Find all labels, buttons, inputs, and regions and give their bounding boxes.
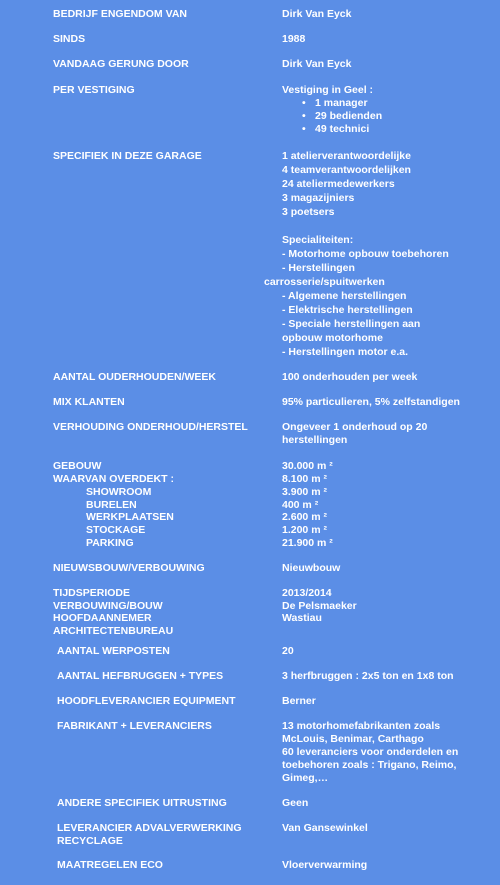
- value-gebouw: 30.000 m ²: [282, 460, 333, 472]
- label-hoofdaannemer: HOOFDAANNEMER: [53, 612, 152, 624]
- bullet-icon: •: [302, 97, 306, 109]
- value-stockage: 1.200 m ²: [282, 524, 327, 536]
- label-uitrusting: ANDERE SPECIFIEK UITRUSTING: [57, 797, 227, 809]
- value-fabrikant-line: 13 motorhomefabrikanten zoals: [282, 720, 441, 732]
- staff-line: 3 magazijniers: [282, 192, 355, 204]
- value-nieuwsbouw: Nieuwbouw: [282, 562, 341, 574]
- specialties-title: Specialiteiten:: [282, 234, 354, 246]
- staff-line: 24 ateliermedewerkers: [282, 178, 395, 190]
- label-afval-line: RECYCLAGE: [57, 835, 123, 847]
- value-mix: 95% particulieren, 5% zelfstandigen: [282, 396, 460, 408]
- label-specifiek: SPECIFIEK IN DEZE GARAGE: [53, 150, 202, 162]
- value-showroom: 3.900 m ²: [282, 486, 327, 498]
- label-gebouw: GEBOUW: [53, 460, 102, 472]
- value-vestiging: Vestiging in Geel :: [282, 84, 374, 96]
- value-hefbruggen: 3 herfbruggen : 2x5 ton en 1x8 ton: [282, 670, 454, 682]
- value-equipment: Berner: [282, 695, 316, 707]
- specialty-line: - Herstellingen motor e.a.: [282, 346, 409, 358]
- label-werkposten: AANTAL WERPOSTEN: [57, 645, 170, 657]
- specialty-line: - Algemene herstellingen: [282, 290, 407, 302]
- label-werkplaatsen: WERKPLAATSEN: [86, 511, 174, 523]
- label-nieuwsbouw: NIEUWSBOUW/VERBOUWING: [53, 562, 205, 574]
- label-overdekt: WAARVAN OVERDEKT :: [53, 473, 174, 485]
- value-fabrikant-line: Gimeg,…: [282, 772, 329, 784]
- specialty-line: - Speciale herstellingen aan: [282, 318, 421, 330]
- label-burelen: BURELEN: [86, 499, 137, 511]
- label-bedrijf: BEDRIJF ENGENDOM VAN: [53, 8, 187, 20]
- value-fabrikant-line: 60 leveranciers voor onderdelen en: [282, 746, 459, 758]
- value-burelen: 400 m ²: [282, 499, 319, 511]
- value-onderhouden: 100 onderhouden per week: [282, 371, 418, 383]
- label-fabrikant: FABRIKANT + LEVERANCIERS: [57, 720, 212, 732]
- bullet-icon: •: [302, 110, 306, 122]
- label-vestiging: PER VESTIGING: [53, 84, 135, 96]
- label-parking: PARKING: [86, 537, 134, 549]
- staff-line: 3 poetsers: [282, 206, 335, 218]
- value-afval: Van Gansewinkel: [282, 822, 368, 834]
- specialty-line: carrosserie/spuitwerken: [264, 276, 385, 288]
- value-overdekt: 8.100 m ²: [282, 473, 327, 485]
- label-afval-line: LEVERANCIER ADVALVERWERKING: [57, 822, 242, 834]
- specialty-line: - Herstellingen: [282, 262, 355, 274]
- label-equipment: HOODFLEVERANCIER EQUIPMENT: [57, 695, 236, 707]
- value-fabrikant-line: McLouis, Benimar, Carthago: [282, 733, 424, 745]
- value-uitrusting: Geen: [282, 797, 309, 809]
- specialty-line: - Motorhome opbouw toebehoren: [282, 248, 449, 260]
- staff-line: 1 atelierverantwoordelijke: [282, 150, 411, 162]
- vestiging-item: • 1 manager: [302, 97, 368, 109]
- value-verhouding-line: herstellingen: [282, 434, 348, 446]
- label-stockage: STOCKAGE: [86, 524, 146, 536]
- label-eco: MAATREGELEN ECO: [57, 859, 163, 871]
- value-hoofdaannemer: Wastiau: [282, 612, 322, 624]
- value-parking: 21.900 m ²: [282, 537, 333, 549]
- value-verhouding-line: Ongeveer 1 onderhoud op 20: [282, 421, 428, 433]
- label-vandaag: VANDAAG GERUNG DOOR: [53, 58, 189, 70]
- vestiging-item: • 49 technici: [302, 123, 370, 135]
- label-sinds: SINDS: [53, 33, 86, 45]
- label-verhouding: VERHOUDING ONDERHOUD/HERSTEL: [53, 421, 248, 433]
- label-tijdsperiode: TIJDSPERIODE: [53, 587, 131, 599]
- vestiging-item: • 29 bedienden: [302, 110, 383, 122]
- label-showroom: SHOWROOM: [86, 486, 152, 498]
- value-fabrikant-line: toebehoren zoals : Trigano, Reimo,: [282, 759, 457, 771]
- staff-line: 4 teamverantwoordelijken: [282, 164, 411, 176]
- value-vandaag: Dirk Van Eyck: [282, 58, 352, 70]
- value-bedrijf: Dirk Van Eyck: [282, 8, 352, 20]
- value-tijdsperiode: 2013/2014: [282, 587, 332, 599]
- label-architect: ARCHITECTENBUREAU: [53, 625, 174, 637]
- specialty-line: - Elektrische herstellingen: [282, 304, 413, 316]
- bullet-icon: •: [302, 123, 306, 135]
- value-eco: Vloerverwarming: [282, 859, 368, 871]
- value-verbouwing: De Pelsmaeker: [282, 600, 357, 612]
- label-mix: MIX KLANTEN: [53, 396, 125, 408]
- specialty-line: opbouw motorhome: [282, 332, 383, 344]
- value-werkplaatsen: 2.600 m ²: [282, 511, 327, 523]
- value-werkposten: 20: [282, 645, 294, 657]
- label-hefbruggen: AANTAL HEFBRUGGEN + TYPES: [57, 670, 224, 682]
- label-verbouwing: VERBOUWING/BOUW: [53, 600, 163, 612]
- value-sinds: 1988: [282, 33, 306, 45]
- label-onderhouden: AANTAL OUDERHOUDEN/WEEK: [53, 371, 216, 383]
